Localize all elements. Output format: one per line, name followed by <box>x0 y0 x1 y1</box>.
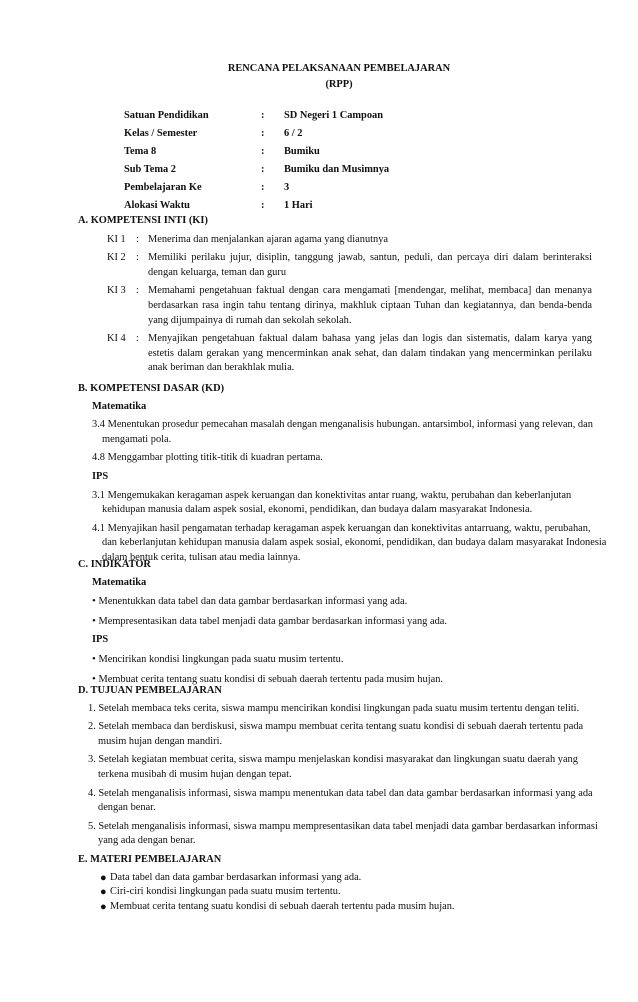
bullet-icon: • <box>92 614 96 627</box>
indikator-item <box>92 614 597 630</box>
section-heading: C. INDIKATOR <box>78 559 151 570</box>
tujuan-list <box>88 702 598 849</box>
indikator-text: Mencirikan kondisi lingkungan pada suatu musim tertentu. <box>98 653 344 665</box>
identity-key: Sub Tema 2 <box>124 164 176 175</box>
identity-colon: : <box>261 128 265 139</box>
subject-label-ips: IPS <box>92 470 109 482</box>
ki-label: KI 3 <box>107 285 126 297</box>
identity-colon: : <box>261 146 265 157</box>
ki-label: KI 2 <box>107 252 126 264</box>
identity-value: SD Negeri 1 Campoan <box>284 110 383 121</box>
identity-row <box>124 145 389 163</box>
tujuan-item: 1. Setelah membaca teks cerita, siswa mampu mencirikan kondisi lingkungan pada suatu musim tertentu dengan teliti. <box>88 702 580 714</box>
materi-text: Ciri-ciri kondisi lingkungan pada suatu musim tertentu. <box>110 886 341 898</box>
section-kompetensi-inti <box>78 214 608 376</box>
materi-item <box>100 885 608 900</box>
ki-colon: : <box>136 252 139 264</box>
tujuan-item: 2. Setelah membaca dan berdiskusi, siswa mampu membuat cerita tentang suatu kondisi di sebuah daerah tertentu pada musim hujan dengan mandiri. <box>88 721 584 747</box>
section-indikator <box>78 558 608 687</box>
materi-list <box>100 871 608 915</box>
indikator-text: Menentukkan data tabel dan data gambar berdasarkan informasi yang ada. <box>98 596 408 608</box>
bullet-icon: ● <box>100 871 107 884</box>
ki-text: Memiliki perilaku jujur, disiplin, tanggung jawab, santun, peduli, dan percaya diri dalam berinteraksi dengan keluarga, teman dan guru <box>148 252 592 278</box>
tujuan-item: 4. Setelah menganalisis informasi, siswa mampu menentukan data tabel dan data gambar berdasarkan informasi yang ada dengan benar. <box>88 787 593 814</box>
identity-key: Tema 8 <box>124 146 157 157</box>
section-heading: A. KOMPETENSI INTI (KI) <box>78 215 208 226</box>
section-heading: D. TUJUAN PEMBELAJARAN <box>78 685 222 696</box>
ki-item <box>107 284 592 328</box>
bullet-icon: ● <box>100 886 107 899</box>
identity-colon: : <box>261 200 265 211</box>
bullet-icon: • <box>92 595 96 608</box>
identity-value: 1 Hari <box>284 200 313 211</box>
kd-item: 3.4 Menentukan prosedur pemecahan masalah dengan menganalisis hubungan. antarsimbol, informasi yang relevan, dan mengamati pola. <box>92 419 593 445</box>
ki-label: KI 4 <box>107 333 126 345</box>
identity-key: Alokasi Waktu <box>124 200 190 211</box>
document-subtitle: (RPP) <box>325 79 353 90</box>
ki-item <box>107 233 592 248</box>
tujuan-item: 3. Setelah kegiatan membuat cerita, siswa mampu menjelaskan kondisi masyarakat dan lingkungan suatu daerah yang terkena musibah di musim hujan dengan tepat. <box>88 754 578 780</box>
identity-value: 6 / 2 <box>284 128 303 139</box>
identity-key: Kelas / Semester <box>124 128 198 139</box>
subject-label-ips: IPS <box>92 634 109 646</box>
bullet-icon: • <box>92 652 96 665</box>
ki-label: KI 1 <box>107 233 126 245</box>
identity-key: Satuan Pendidikan <box>124 110 209 121</box>
ki-item <box>107 332 592 376</box>
section-tujuan-pembelajaran <box>78 684 608 849</box>
subject-label-matematika: Matematika <box>92 400 147 412</box>
materi-text: Membuat cerita tentang suatu kondisi di sebuah daerah tertentu pada musim hujan. <box>110 900 455 912</box>
section-kompetensi-dasar <box>78 382 608 566</box>
ki-colon: : <box>136 233 139 245</box>
section-heading: E. MATERI PEMBELAJARAN <box>78 854 222 865</box>
indikator-text: Mempresentasikan data tabel menjadi data gambar berdasarkan informasi yang ada. <box>98 615 447 627</box>
identity-colon: : <box>261 110 265 121</box>
section-heading: B. KOMPETENSI DASAR (KD) <box>78 383 225 394</box>
identity-row <box>124 109 389 127</box>
ki-item <box>107 251 592 280</box>
subject-label-matematika: Matematika <box>92 576 147 588</box>
indikator-item <box>92 652 597 668</box>
identity-value: Bumiku <box>284 146 320 157</box>
ki-colon: : <box>136 285 139 297</box>
identity-key: Pembelajaran Ke <box>124 182 202 193</box>
identity-value: Bumiku dan Musimnya <box>284 164 390 175</box>
identity-row <box>124 181 389 199</box>
tujuan-item: 5. Setelah menganalisis informasi, siswa mampu mempresentasikan data tabel menjadi data gambar berdasarkan informasi yang ada dengan benar. <box>88 820 598 847</box>
identity-row <box>124 127 389 145</box>
materi-text: Data tabel dan data gambar berdasarkan informasi yang ada. <box>110 871 362 883</box>
ki-colon: : <box>136 333 139 345</box>
ki-text: Menyajikan pengetahuan faktual dalam bahasa yang jelas dan logis dan sistematis, dalam karya yang estetis dalam gerakan yang mencerminkan anak sehat, dan dalam tindakan yang mencerminkan perilaku anak beriman dan berakhlak mulia. <box>148 333 592 374</box>
indikator-item <box>92 594 597 610</box>
identity-value: 3 <box>284 182 290 193</box>
materi-item <box>100 871 608 886</box>
kd-item: 3.1 Mengemukakan keragaman aspek keruangan dan konektivitas antar ruang, waktu, perubahan dan keberlanjutan kehidupan manusia dalam aspek sosial, ekonomi, pendidikan, dan budaya dalam masyarakat Indonesia. <box>92 489 572 516</box>
document-title: RENCANA PELAKSANAAN PEMBELAJARAN <box>227 63 451 74</box>
indikator-text: Membuat cerita tentang suatu kondisi di sebuah daerah tertentu pada musim hujan. <box>98 673 443 685</box>
kd-item: 4.1 Menyajikan hasil pengamatan terhadap keragaman aspek keruangan dan konektivitas antarruang, waktu, perubahan, dan keberlanjutan kehidupan manusia dalam aspek sosial, ekonomi, pendidikan, dan budaya dalam masyarakat Indonesia dalam bentuk cerita, tulisan atau media lainnya. <box>92 522 607 563</box>
identity-table <box>124 109 389 217</box>
identity-colon: : <box>261 164 265 175</box>
ki-text: Menerima dan menjalankan ajaran agama yang dianutnya <box>148 233 389 245</box>
section-materi-pembelajaran <box>78 853 608 914</box>
materi-item <box>100 900 608 915</box>
identity-row <box>124 163 389 181</box>
bullet-icon: • <box>92 672 96 685</box>
ki-text: Memahami pengetahuan faktual dengan cara mengamati [mendengar, melihat, membaca] dan menanya berdasarkan rasa ingin tahu tentang dirinya, makhluk ciptaan Tuhan dan kegiatannya, dan benda-benda yang dijumpainya di rumah dan sekolah sekolah. <box>148 285 592 326</box>
identity-colon: : <box>261 182 265 193</box>
bullet-icon: ● <box>100 900 107 913</box>
kd-item: 4.8 Menggambar plotting titik-titik di kuadran pertama. <box>92 452 323 464</box>
